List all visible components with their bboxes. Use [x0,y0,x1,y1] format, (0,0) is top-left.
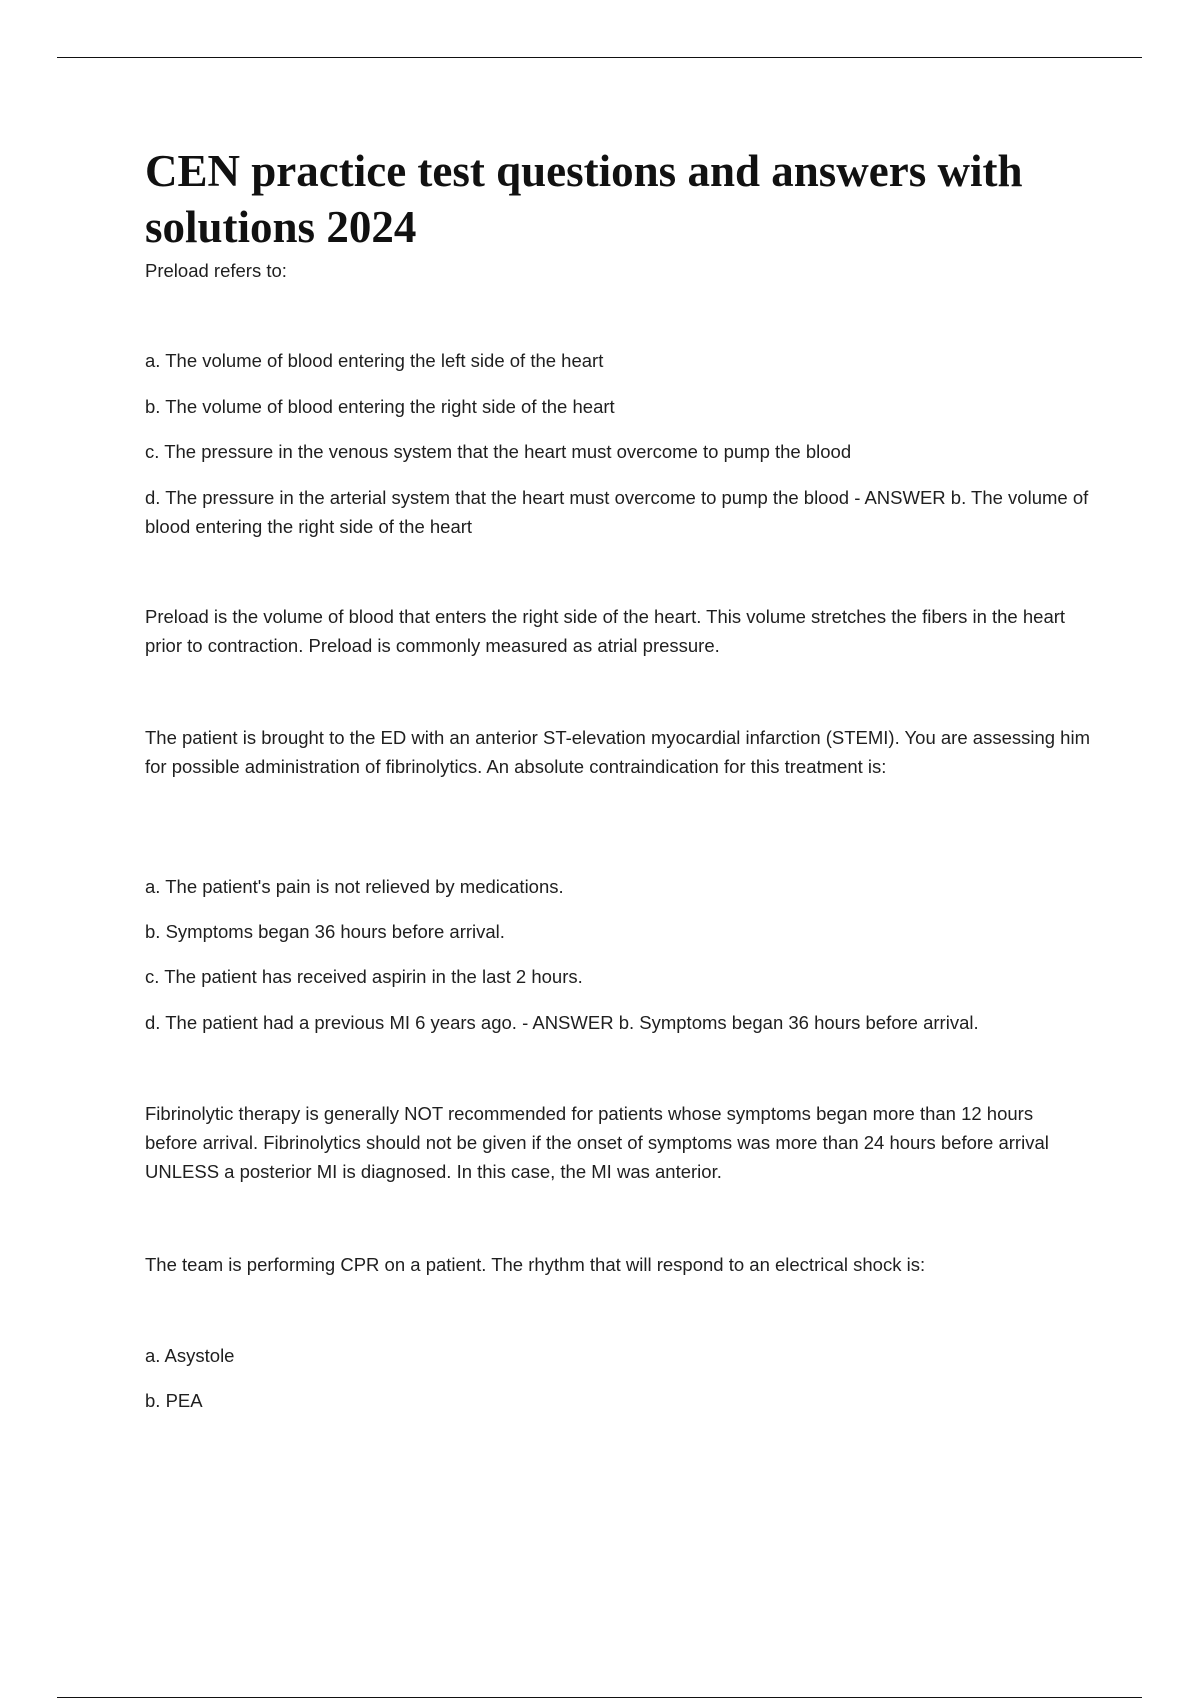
q1-option-a: a. The volume of blood entering the left side of the heart [145,350,604,371]
q1-explanation: Preload is the volume of blood that enters the right side of the heart. This volume stretches the fibers in the heart prior to contraction. Preload is commonly measured as atrial pressure. [145,606,1066,656]
q2-stem: The patient is brought to the ED with an anterior ST-elevation myocardial infarction (STEMI). You are assessing him for possible administration of fibrinolytics. An absolute contraindication for this treatment is: [145,727,1090,777]
q3-option-b: b. PEA [145,1390,203,1411]
q1-option-b: b. The volume of blood entering the right side of the heart [145,396,615,417]
q1-option-d-answer: d. The pressure in the arterial system that the heart must overcome to pump the blood - ANSWER b. The volume of blood entering the right side of the heart [145,487,1089,537]
q2-option-b: b. Symptoms began 36 hours before arrival. [145,921,505,942]
document-title: CEN practice test questions and answers with solutions 2024 [145,146,1023,252]
top-rule [57,57,1142,58]
q2-option-d-answer: d. The patient had a previous MI 6 years ago. - ANSWER b. Symptoms began 36 hours before arrival. [145,1012,979,1033]
q1-option-c: c. The pressure in the venous system that the heart must overcome to pump the blood [145,441,852,462]
q3-option-a: a. Asystole [145,1345,235,1366]
bottom-rule [57,1697,1142,1698]
q3-stem: The team is performing CPR on a patient. The rhythm that will respond to an electrical shock is: [145,1254,926,1275]
q2-explanation: Fibrinolytic therapy is generally NOT recommended for patients whose symptoms began more than 12 hours before arrival. Fibrinolytics should not be given if the onset of symptoms was more than 24 hours before arrival UNLESS a posterior MI is diagnosed. In this case, the MI was anterior. [145,1103,1049,1182]
q2-option-c: c. The patient has received aspirin in the last 2 hours. [145,966,583,987]
q1-stem: Preload refers to: [145,260,287,281]
q2-option-a: a. The patient's pain is not relieved by medications. [145,876,564,897]
